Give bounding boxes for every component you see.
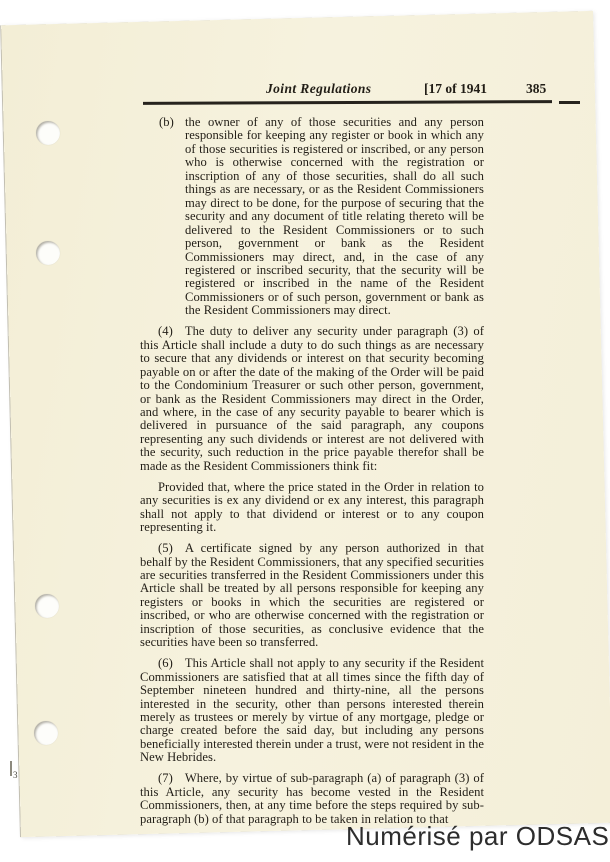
paragraph-text: This Article shall not apply to any security if the Resident Commissioners are satisfied that at all times since the fifth day of September nineteen hundred and thirty-nine, all the persons interested in the security, other than persons interested therein merely as trustees or merely by virtue of any mortgage, pledge or charge created before the said day, but including any persons beneficially interested therein under a trust, were not resident in the New Hebrides. (140, 656, 484, 765)
scan-watermark: Numérisé par ODSAS (346, 821, 610, 851)
paragraph-label: (6) (158, 656, 173, 671)
paragraph-6 (140, 657, 484, 765)
page-number: 385 (526, 81, 547, 96)
paragraph-text: Provided that, where the price stated in the Order in relation to any securities is ex any dividend or ex any interest, this paragraph shall not apply to that dividend or interest or to any coupon representing it. (140, 479, 484, 535)
punch-hole (34, 721, 58, 745)
punch-hole (36, 241, 60, 265)
law-citation: [17 of 1941 (424, 81, 487, 96)
paragraph-label: (5) (158, 541, 173, 556)
punch-hole (35, 594, 59, 618)
paragraph-proviso (140, 481, 484, 535)
paragraph-text: The duty to deliver any security under paragraph (3) of this Article shall include a duty to do such things as are necessary to secure that any dividends or interest on that security becoming payable on or after the date of the making of the Order will be paid to the Condominium Treasurer or such other person, government, or bank as the Resident Commissioners may direct in the Order, and where, in the case of any security payable to bearer which is delivered in pursuance of the said paragraph, any coupons representing any such dividends or interest are not delivered with the security, such reduction in the price payable therefor shall be made as the Resident Commissioners think fit: (140, 324, 484, 473)
paragraph-7 (140, 772, 484, 826)
margin-sheet-number: 3 (13, 770, 18, 780)
body-text (140, 116, 484, 834)
paragraph-5 (140, 542, 484, 650)
paragraph-label: (7) (158, 771, 173, 786)
paragraph-text: the owner of any of those securities and any person responsible for keeping any register or book in which any of those securities is registered or inscribed, or any person who is otherwise concerned with the registration or inscription of any of those securities, shall do all such things as are necessary, or as the Resident Commissioners may direct to be done, for the purpose of securing that the security and any document of title relating thereto will be delivered to the Resident Commissioners or to such person, government or bank as the Resident Commissioners may direct, and, in the case of any registered or inscribed security, that the security will be registered or inscribed in the name of the Resident Commissioners or of such person, government or bank as the Resident Commissioners may direct. (185, 115, 484, 318)
paragraph-text: A certificate signed by any person authorized in that behalf by the Resident Commissioners, that any specified securities are securities transferred in the Resident Commissioners under this Article shall be treated by all persons responsible for keeping any registers or books in which the securities are registered or inscribed, or who are otherwise concerned with the registration or inscription of those securities, as conclusive evidence that the securities have been so transferred. (140, 541, 484, 650)
punch-hole (36, 121, 60, 145)
running-title: Joint Regulations (266, 81, 372, 96)
margin-tick-mark (10, 761, 12, 776)
paragraph-4 (140, 325, 484, 473)
paragraph-label: (b) (159, 115, 174, 129)
paragraph-label: (4) (158, 324, 173, 339)
paragraph-text: Where, by virtue of sub-paragraph (a) of paragraph (3) of this Article, any security has become vested in the Resident Commissioners, then, at any time before the steps required by sub-paragraph (b) of that paragraph to be taken in relation to that (140, 771, 484, 826)
paragraph-b (140, 116, 484, 318)
header-rule-dash (559, 101, 580, 104)
